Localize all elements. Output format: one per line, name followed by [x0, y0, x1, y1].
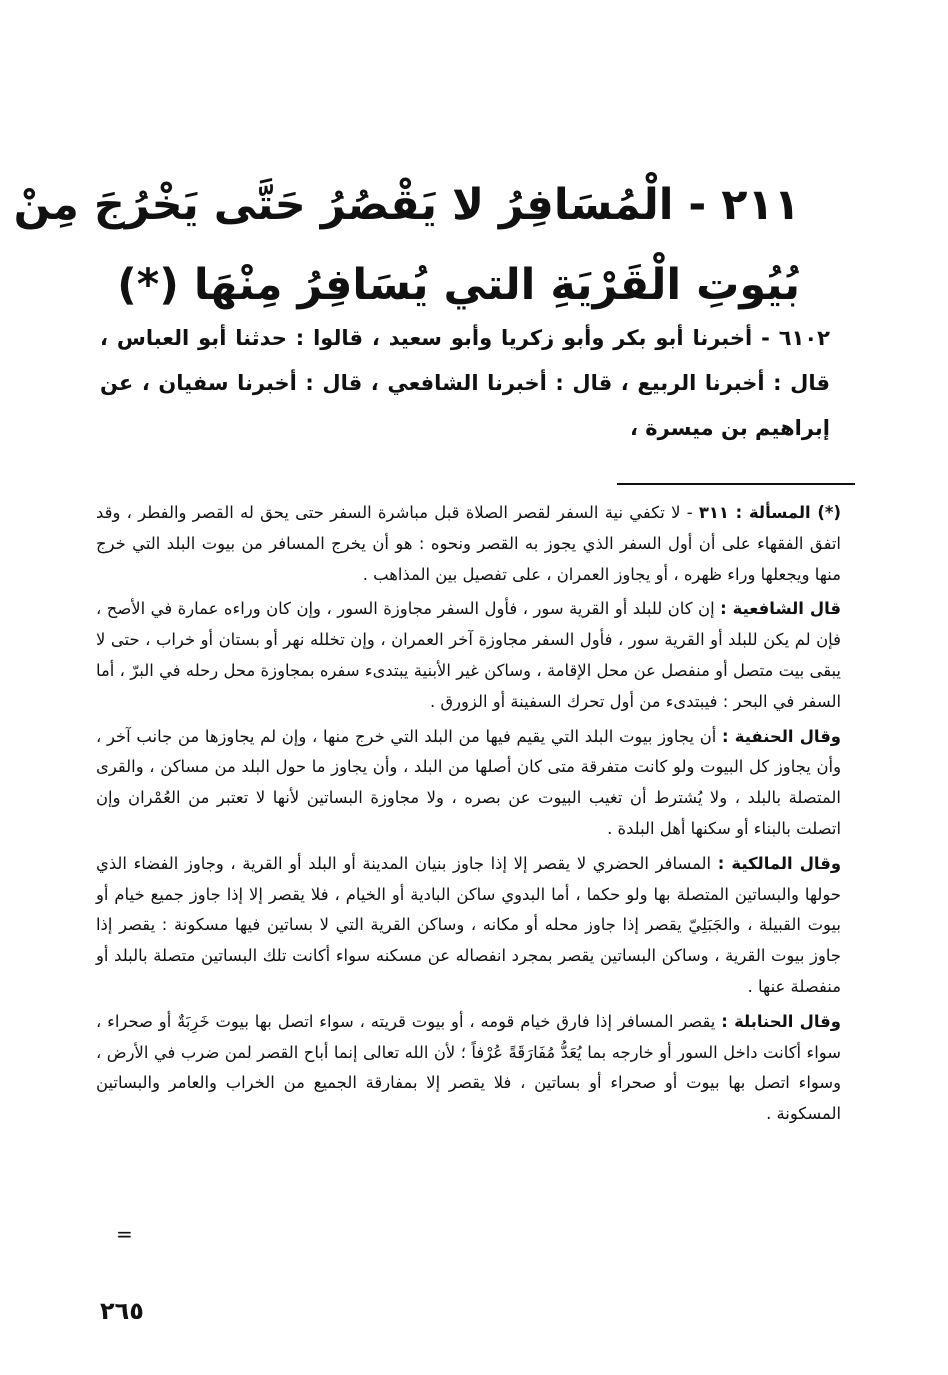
hadith-body: - أخبرنا أبو بكر وأبو زكريا وأبو سعيد ، قالوا : حدثنا أبو العباس ، قال : أخبرنا الربيع ، قال : أخبرنا الشافعي ، قال : أخبرنا سفيان ، عن إبراهيم بن ميسرة ،: [100, 326, 830, 440]
footnote-text: المسافر الحضري لا يقصر إلا إذا جاوز بنيان المدينة أو البلد أو القرية ، وجاوز الفضاء الذي حولها والبساتين المتصلة بها ولو حكما ، أما البدوي ساكن البادية أو الخيام ، فلا يقصر إلا إذا جاوز جميع خيام أو بيوت القبيلة ، والجَبَلِيّ يقصر إذا جاوز محله أو مكانه ، وساكن القرية التي لا بساتين فيها مسكونة : يقصر إذا جاوز بيوت القرية ، وساكن البساتين يقصر بمجرد انفصاله عن مسكنه سواء أكانت تلك البساتين متصلة بالبلد أو منفصلة عنها .: [96, 853, 841, 996]
footnote-paragraph: [96, 498, 841, 590]
footnote-text: - لا تكفي نية السفر لقصر الصلاة قبل مباشرة السفر حتى يحق له القصر والفطر ، وقد اتفق الفقهاء على أن أول السفر الذي يجوز به القصر ونحوه : هو أن يخرج المسافر من بيوت البلد التي خرج منها ويجعلها وراء ظهره ، أو يجاوز العمران ، على تفصيل بين المذاهب .: [96, 503, 841, 584]
footnote-text: إن كان للبلد أو القرية سور ، فأول السفر مجاوزة السور ، وإن كان وراءه عمارة في الأصح ، فإن لم يكن للبلد أو القرية سور ، فأول السفر مجاوزة آخر العمران ، وإن تخلله نهر أو بستان أو خراب ، حتى لا يبقى بيت متصل أو منفصل عن محل الإقامة ، وساكن غير الأبنية يبتدىء سفره بمجاوزة محل رحله في البرّ ، أما السفر في البحر : فيبتدىء من أول تحرك السفينة أو الزورق .: [96, 599, 841, 711]
chapter-title-line-2: بُيُوتِ الْقَرْيَةِ التي يُسَافِرُ مِنْهَا (*): [117, 260, 800, 310]
footnote-paragraph: [96, 722, 841, 845]
footnote-lead: (*) المسألة : ٣١١: [698, 503, 841, 522]
footnote-lead: قال الشافعية :: [720, 599, 841, 619]
hadith-number: ٦١٠٢: [778, 326, 830, 350]
footnote-paragraph: [96, 849, 841, 1003]
chapter-title-line-1: ٢١١ - الْمُسَافِرُ لا يَقْصُرُ حَتَّى يَخْرُجَ مِنْ: [13, 180, 800, 230]
footnote-paragraph: [96, 594, 841, 717]
footnote-text: أن يجاوز بيوت البلد التي يقيم فيها من البلد التي خرج منها ، وإن لم يجاوزها من جانب آخر ، وأن يجاوز كل البيوت ولو كانت متفرقة متى كان أصلها من البلد ، وأن يجاوز ما حول البلد من مساكن ، والقرى المتصلة بالبلد ، ولا يُشترط أن تغيب البيوت عن بصره ، ولا مجاوزة البساتين لأنها لا تعتبر من العُمْران وإن اتصلت بالبناء أو سكنها أهل البلدة .: [96, 726, 841, 838]
chapter-heading: [13, 165, 800, 325]
page-number: ٢٦٥: [100, 1297, 144, 1325]
footnote-lead: وقال الحنفية :: [722, 726, 841, 746]
footnote-paragraph: [96, 1007, 841, 1130]
footnote-separator: [617, 483, 855, 485]
footnote-lead: وقال الحنابلة :: [721, 1011, 841, 1031]
hadith-text: [100, 316, 830, 451]
footnote-lead: وقال المالكية :: [717, 853, 842, 873]
footnotes: [96, 498, 841, 1134]
footnote-text: يقصر المسافر إذا فارق خيام قومه ، أو بيوت قريته ، سواء اتصل بها بيوت خَرِبَةٌ أو صحراء ، سواء أكانت داخل السور أو خارجه بما يُعَدُّ مُفَارَقَةً عُرْفاً ؛ لأن الله تعالى إنما أباح القصر لمن ضرب في الأرض ، وسواء اتصل بها بيوت أو صحراء أو بساتين ، فلا يقصر إلا بمفارقة الجميع من الخراب والعامر والبساتين المسكونة .: [96, 1011, 841, 1124]
continuation-mark: =: [116, 1222, 133, 1246]
